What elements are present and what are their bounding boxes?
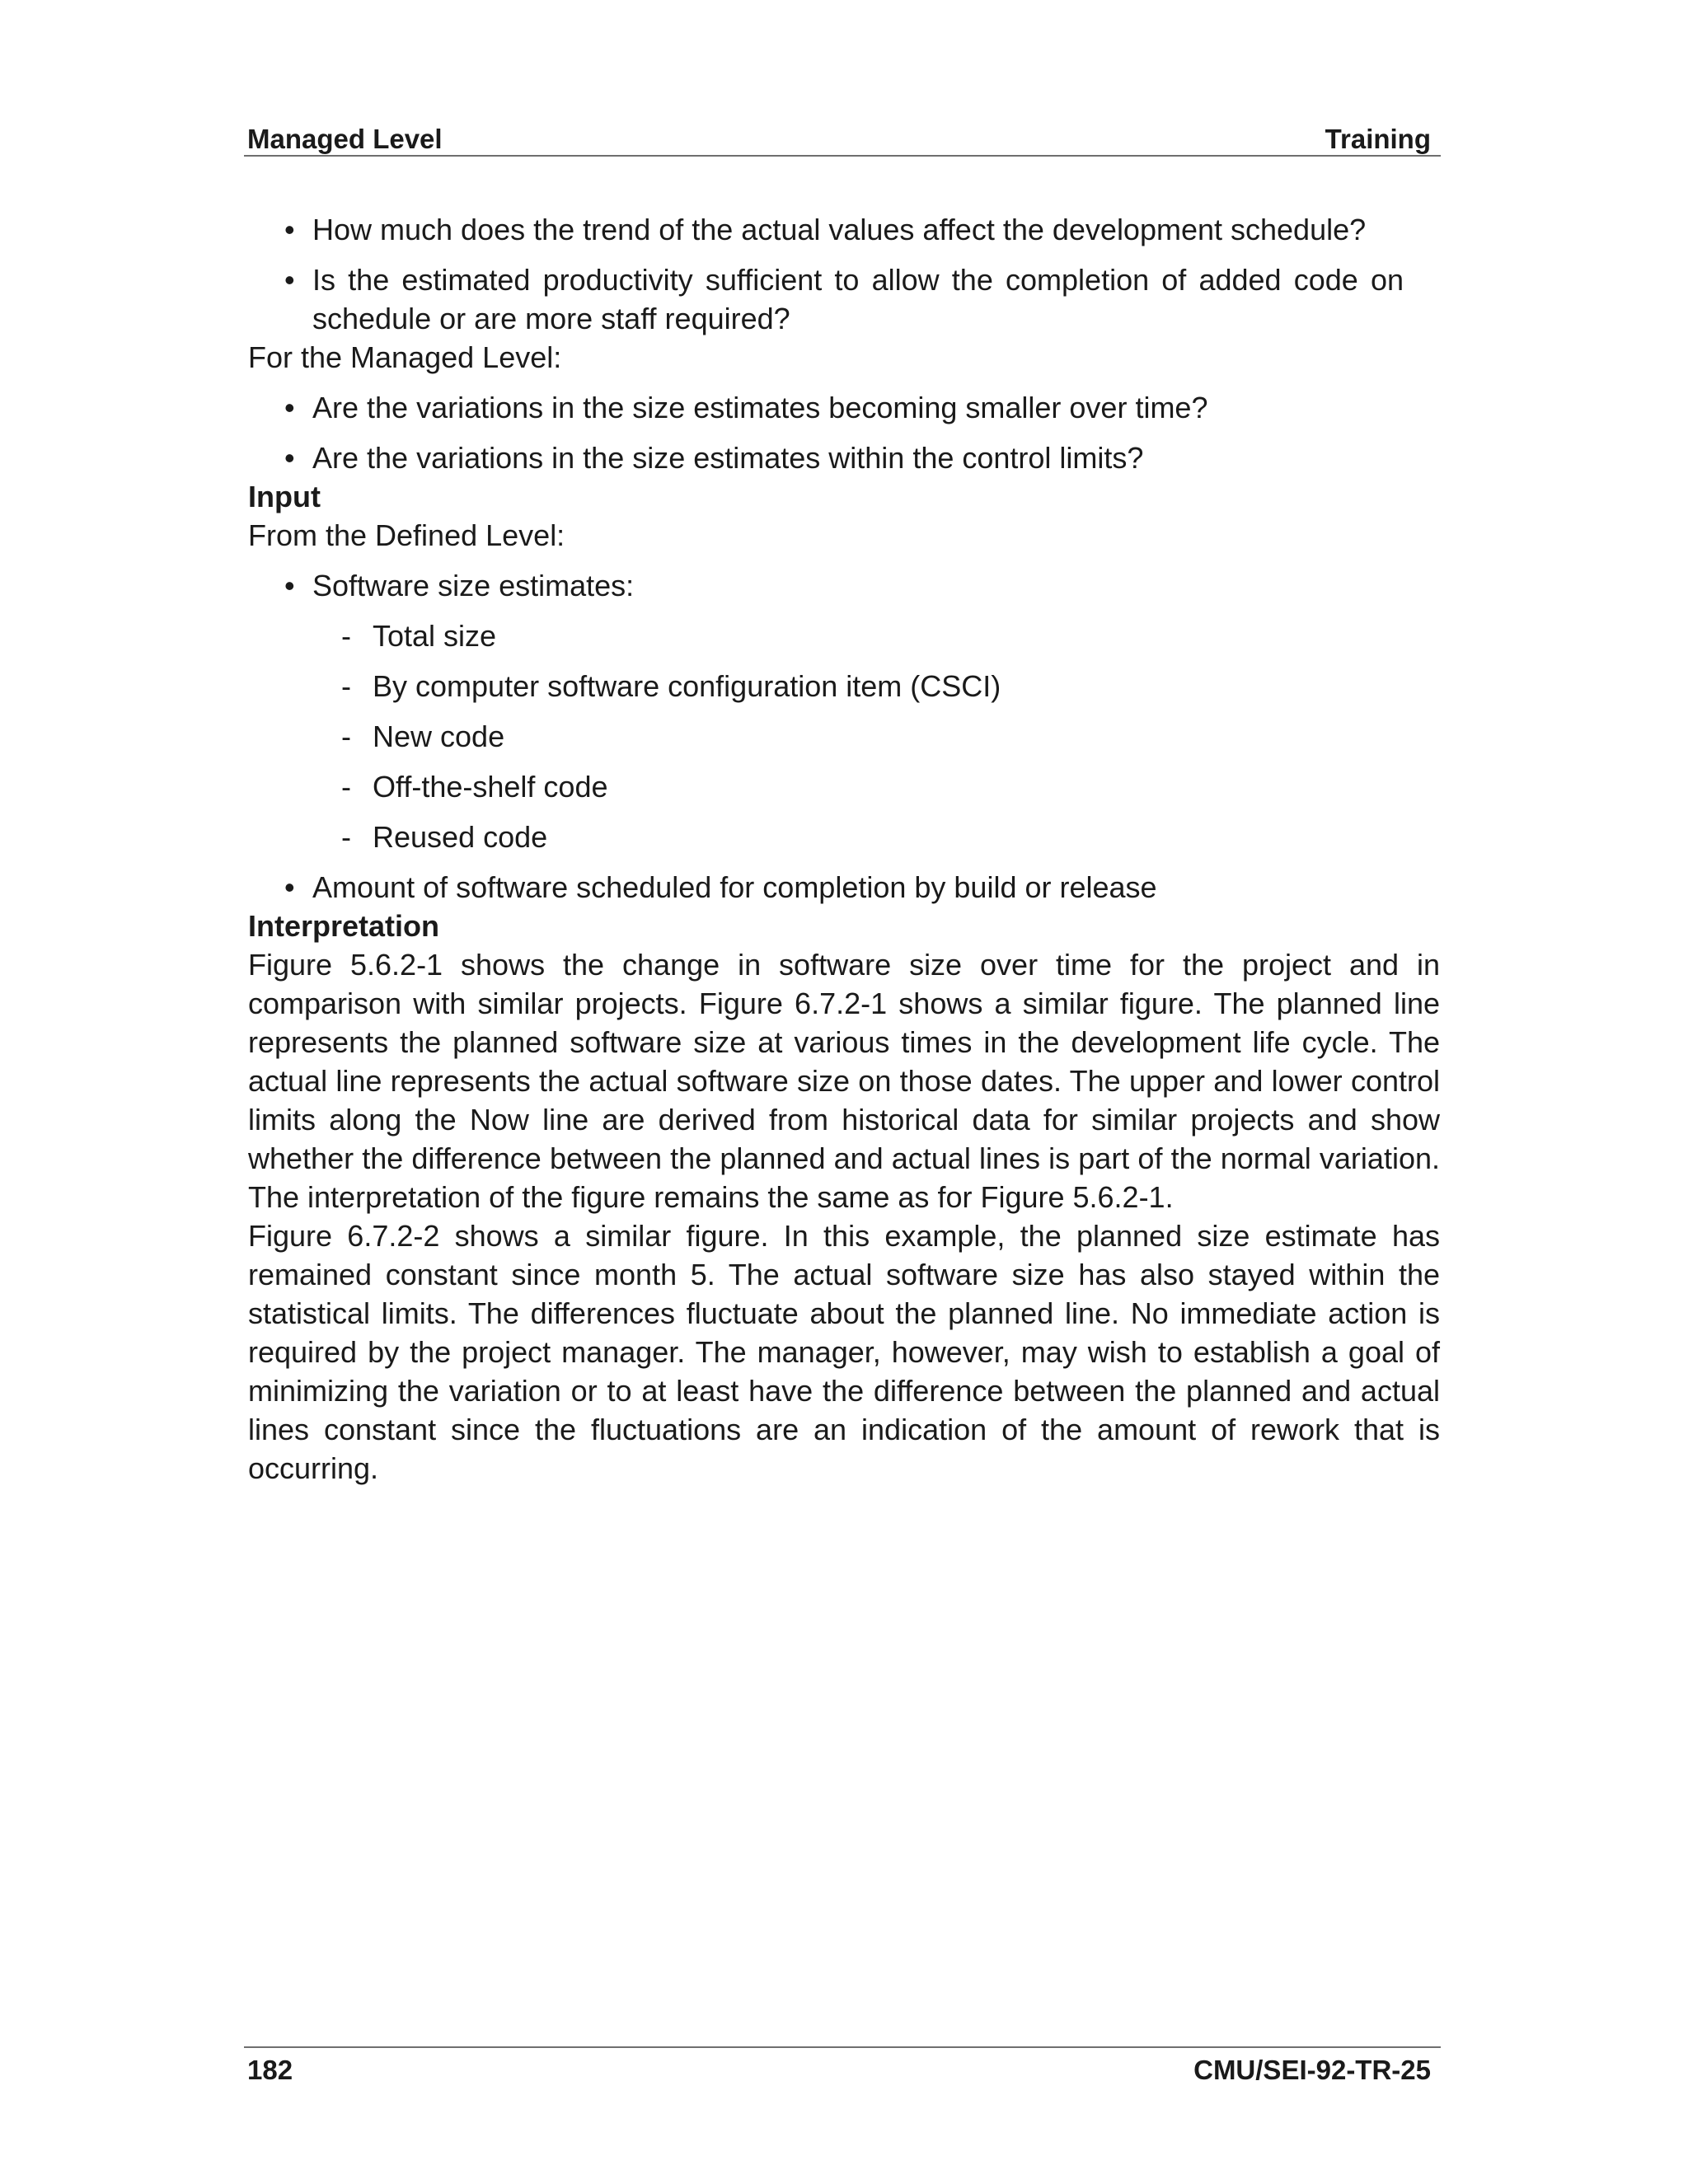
page-header	[244, 124, 1441, 157]
page-number: 182	[247, 2055, 293, 2085]
footer-divider	[244, 2046, 1441, 2048]
dash-icon: -	[341, 669, 351, 703]
list-item-text: Is the estimated productivity sufficient to allow the completion of added code on schedule or are more staff required?	[312, 263, 1404, 335]
header-divider	[244, 155, 1441, 157]
list-item	[248, 438, 1440, 477]
interpretation-paragraph-2: Figure 6.7.2-2 shows a similar figure. In this example, the planned size estimate has remained constant since month 5. The actual software size has also stayed within the statistical limits. The differences fluctuate about the planned line. No immediate action is required by the project manager. The manager, however, may wish to establish a goal of minimizing the variation or to at least have the difference between the planned and actual lines constant since the fluctuations are an indication of the amount of rework that is occurring.	[248, 1219, 1440, 1485]
sublist-item-text: Off-the-shelf code	[373, 770, 608, 804]
page-body	[248, 210, 1440, 1488]
sublist-item-text: Total size	[373, 619, 497, 653]
size-sublist	[248, 616, 1440, 856]
input-list	[248, 566, 1440, 605]
managed-question-list	[248, 388, 1440, 477]
report-id: CMU/SEI-92-TR-25	[1193, 2055, 1431, 2085]
sublist-item	[248, 818, 1440, 856]
input-list-continued	[248, 868, 1440, 907]
list-item	[248, 388, 1440, 427]
list-item	[248, 868, 1440, 907]
sublist-item-text: New code	[373, 719, 505, 753]
sublist-item	[248, 717, 1440, 756]
dash-icon: -	[341, 820, 351, 854]
sublist-item	[248, 767, 1440, 806]
bullet-icon: •	[284, 391, 295, 424]
list-item-text: Are the variations in the size estimates within the control limits?	[312, 441, 1144, 475]
sublist-item	[248, 616, 1440, 655]
bullet-icon: •	[284, 213, 295, 246]
header-chapter-title: Training	[1325, 124, 1431, 154]
sublist-item	[248, 667, 1440, 705]
question-list	[248, 210, 1440, 338]
input-heading: Input	[248, 480, 321, 513]
interpretation-heading: Interpretation	[248, 909, 440, 943]
page-footer	[244, 2055, 1441, 2088]
list-item	[248, 210, 1440, 249]
list-item-text: Are the variations in the size estimates becoming smaller over time?	[312, 391, 1208, 424]
dash-icon: -	[341, 770, 351, 804]
dash-icon: -	[341, 619, 351, 653]
defined-level-label: From the Defined Level:	[248, 518, 565, 552]
bullet-icon: •	[284, 441, 295, 475]
list-item-text: Software size estimates:	[312, 569, 635, 602]
list-item-text: Amount of software scheduled for completion by build or release	[312, 870, 1157, 904]
dash-icon: -	[341, 719, 351, 753]
bullet-icon: •	[284, 569, 295, 602]
sublist-item-text: By computer software configuration item (CSCI)	[373, 669, 1001, 703]
managed-level-label: For the Managed Level:	[248, 340, 562, 374]
list-item	[248, 260, 1440, 338]
list-item	[248, 566, 1440, 605]
bullet-icon: •	[284, 263, 295, 297]
header-section-title: Managed Level	[247, 124, 443, 154]
bullet-icon: •	[284, 870, 295, 904]
interpretation-paragraph-1: Figure 5.6.2-1 shows the change in software size over time for the project and in comparison with similar projects. Figure 6.7.2-1 shows a similar figure. The planned line represents the planned software size at various times in the development life cycle. The actual line represents the actual software size on those dates. The upper and lower control limits along the Now line are derived from historical data for similar projects and show whether the difference between the planned and actual lines is part of the normal variation. The interpretation of the figure remains the same as for Figure 5.6.2-1.	[248, 948, 1440, 1214]
list-item-text: How much does the trend of the actual values affect the development schedule?	[312, 213, 1367, 246]
sublist-item-text: Reused code	[373, 820, 548, 854]
